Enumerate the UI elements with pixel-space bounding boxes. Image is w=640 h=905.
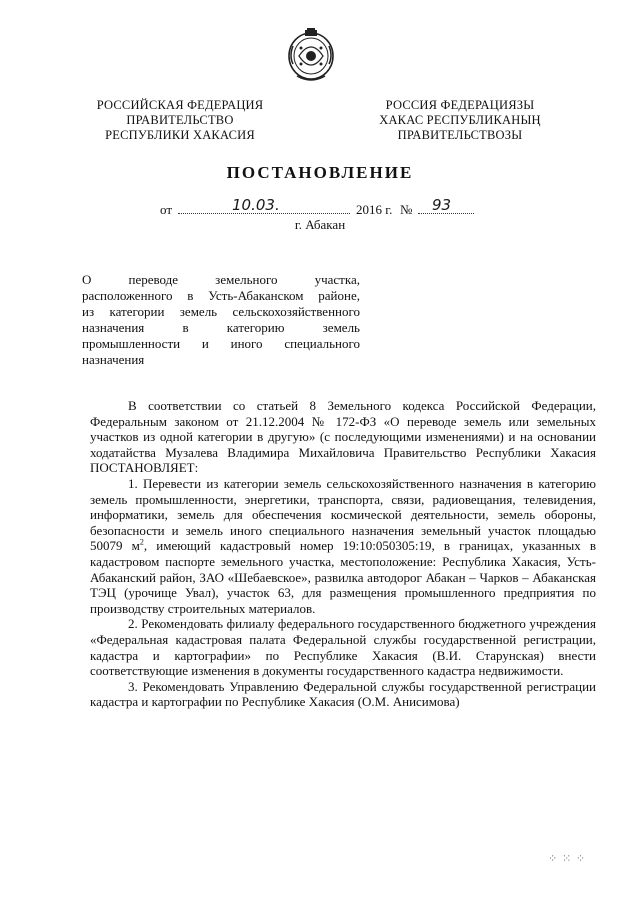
paragraph-2: 2. Рекомендовать филиалу федерального государственного бюджетного учреждения «Федеральная кадастровая палата Федеральной службы государственной регистрации, кадастра и картографии» по Республике Хакасия (В.И. Старунская) внести соответствующие изменения в документы государственного кадастра недвижимости. — [90, 616, 596, 679]
city-line: г. Абакан — [294, 217, 346, 232]
handwritten-date: 10.03. — [232, 196, 280, 214]
subject-line-1: О переводе земельного участка, — [82, 272, 360, 287]
handwritten-number: 93 — [432, 196, 452, 214]
square-superscript: 2 — [139, 538, 144, 548]
document-body — [90, 398, 596, 710]
scan-stamp-mark-icon: ⁘ ⁙ ⁘ — [548, 853, 587, 865]
header-left-line-3: РЕСПУБЛИКИ ХАКАСИЯ — [105, 128, 255, 142]
subject-block — [82, 272, 360, 368]
year-label: 2016 г. — [356, 202, 393, 217]
header-right-line-1: РОССИЯ ФЕДЕРАЦИЯЗЫ — [385, 98, 535, 112]
from-label: от — [160, 202, 173, 217]
header-left-line-1: РОССИЙСКАЯ ФЕДЕРАЦИЯ — [96, 98, 264, 112]
header-left — [80, 98, 280, 143]
subject-line-2: расположенного в Усть-Абаканском районе, — [82, 288, 360, 303]
subject-line-4: назначения в категорию земель — [82, 320, 360, 335]
subject-line-5: промышленности и иного специального — [82, 336, 360, 351]
preamble-paragraph: В соответствии со статьей 8 Земельного кодекса Российской Федерации, Федеральным законом от 21.12.2004 № 172-ФЗ «О переводе земель или земельных участков из одной категории в другую» (с последующими изменениями) и на основании ходатайства Музалева Владимира Михайловича Правительство Республики Хакасия ПОСТАНОВЛЯЕТ: — [90, 398, 596, 476]
coat-of-arms-emblem-icon — [285, 26, 337, 82]
paragraph-3: 3. Рекомендовать Управлению Федеральной службы государственной регистрации кадастра и картографии по Республике Хакасия (О.М. Анисимова) — [90, 678, 596, 710]
subject-line-6: назначения — [82, 352, 145, 367]
paragraph-1-part-2: , имеющий кадастровый номер 19:10:050305:19, в границах, указанных в кадастровом паспорте земельного участка, местоположение: Республика Хакасия, Усть-Абаканский район, ЗАО «Шебаевское», развилка автодорог Абакан – Чарков – Абаканская ТЭЦ (урочище Увал), участок 63, для размещения промышленного предприятия по производству строительных материалов. — [90, 538, 597, 616]
header-left-line-2: ПРАВИТЕЛЬСТВО — [126, 113, 234, 127]
document-title: ПОСТАНОВЛЕНИЕ — [226, 163, 414, 182]
header-right-line-3: ПРАВИТЕЛЬСТВОЗЫ — [397, 128, 523, 142]
paragraph-1-part-1: 1. Перевести из категории земель сельскохозяйственного назначения в категорию земель промышленности, энергетики, транспорта, связи, радиовещания, телевидения, информатики, земель для обеспечения космической деятельности, земель обороны, безопасности и земель иного специального назначения земельный участок площадью 50079 м — [90, 475, 596, 554]
header-right — [360, 98, 560, 143]
subject-line-3: из категории земель сельскохозяйственного — [82, 304, 360, 319]
paragraph-1 — [90, 476, 596, 616]
header-right-line-2: ХАКАС РЕСПУБЛИКАНЫҢ — [379, 113, 541, 127]
number-label: № — [400, 202, 413, 217]
